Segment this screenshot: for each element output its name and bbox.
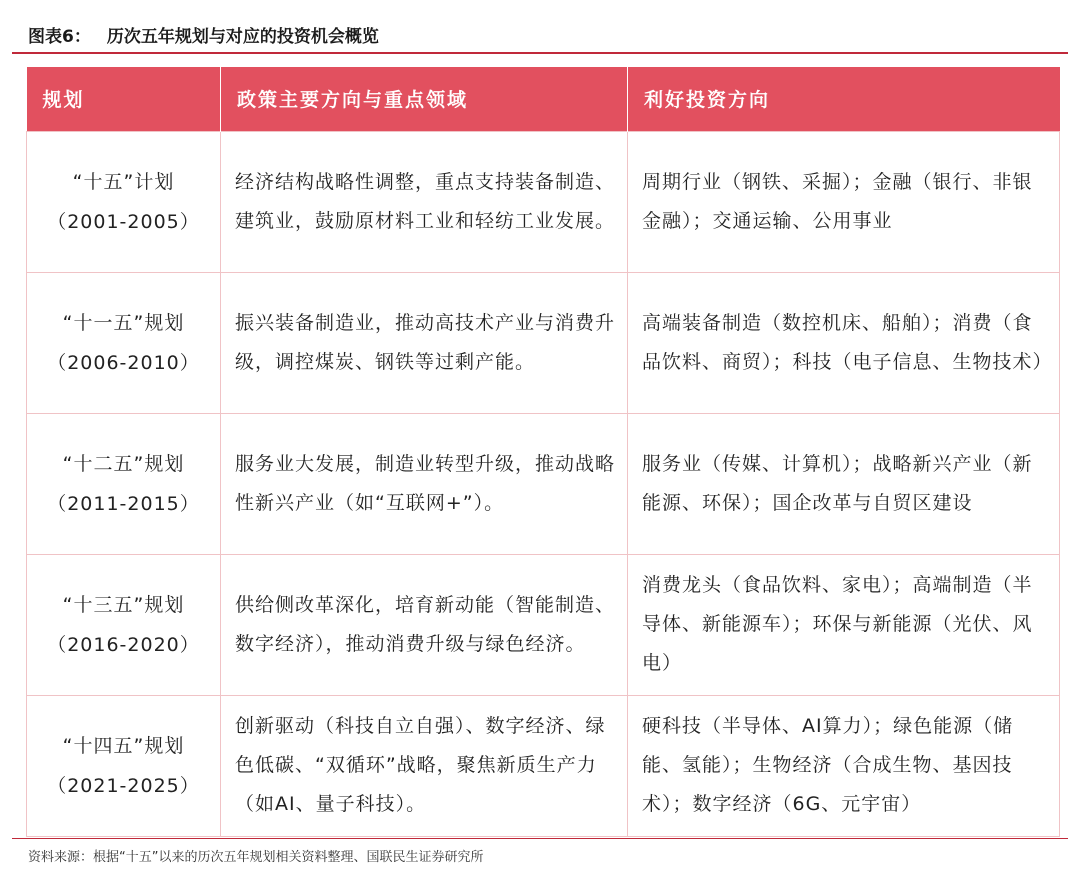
policy-cell: 经济结构战略性调整，重点支持装备制造、建筑业，鼓励原材料工业和轻纺工业发展。 — [221, 131, 628, 272]
table-row — [27, 413, 1060, 554]
policy-cell: 供给侧改革深化，培育新动能（智能制造、数字经济），推动消费升级与绿色经济。 — [221, 554, 628, 695]
policy-cell: 创新驱动（科技自立自强）、数字经济、绿色低碳、“双循环”战略，聚焦新质生产力（如AI、量子科技）。 — [221, 695, 628, 836]
investment-cell: 周期行业（钢铁、采掘）；金融（银行、非银金融）；交通运输、公用事业 — [628, 131, 1060, 272]
investment-cell: 服务业（传媒、计算机）；战略新兴产业（新能源、环保）；国企改革与自贸区建设 — [628, 413, 1060, 554]
header-plan: 规划 — [27, 67, 221, 131]
top-rule — [12, 52, 1068, 54]
plan-table-container — [26, 67, 1059, 837]
plan-name: “十三五”规划 — [62, 593, 185, 616]
table-row — [27, 695, 1060, 836]
figure-title — [28, 22, 379, 47]
plan-cell — [27, 131, 221, 272]
plan-cell — [27, 554, 221, 695]
policy-cell: 振兴装备制造业，推动高技术产业与消费升级，调控煤炭、钢铁等过剩产能。 — [221, 272, 628, 413]
source-note: 资料来源：根据“十五”以来的历次五年规划相关资料整理、国联民生证券研究所 — [28, 850, 484, 865]
plan-name: “十一五”规划 — [62, 311, 185, 334]
investment-cell: 硬科技（半导体、AI算力）；绿色能源（储能、氢能）；生物经济（合成生物、基因技术）；数字经济（6G、元宇宙） — [628, 695, 1060, 836]
policy-cell: 服务业大发展，制造业转型升级，推动战略性新兴产业（如“互联网+”）。 — [221, 413, 628, 554]
plan-cell — [27, 272, 221, 413]
plan-years: （2011-2015） — [47, 492, 200, 515]
five-year-plan-table — [26, 67, 1060, 837]
investment-cell: 高端装备制造（数控机床、船舶）；消费（食品饮料、商贸）；科技（电子信息、生物技术） — [628, 272, 1060, 413]
plan-years: （2006-2010） — [47, 351, 200, 374]
header-investment: 利好投资方向 — [628, 67, 1060, 131]
plan-name: “十五”计划 — [72, 170, 175, 193]
plan-years: （2016-2020） — [47, 633, 200, 656]
plan-cell — [27, 413, 221, 554]
plan-years: （2021-2025） — [47, 774, 200, 797]
figure-label: 图表6： — [28, 27, 91, 47]
table-row — [27, 131, 1060, 272]
investment-cell: 消费龙头（食品饮料、家电）；高端制造（半导体、新能源车）；环保与新能源（光伏、风电） — [628, 554, 1060, 695]
header-policy: 政策主要方向与重点领域 — [221, 67, 628, 131]
table-row — [27, 554, 1060, 695]
plan-name: “十四五”规划 — [62, 734, 185, 757]
plan-years: （2001-2005） — [47, 210, 200, 233]
plan-name: “十二五”规划 — [62, 452, 185, 475]
table-row — [27, 272, 1060, 413]
table-header-row — [27, 67, 1060, 131]
plan-cell — [27, 695, 221, 836]
bottom-rule — [12, 838, 1068, 839]
figure-title-text: 历次五年规划与对应的投资机会概览 — [106, 27, 379, 47]
